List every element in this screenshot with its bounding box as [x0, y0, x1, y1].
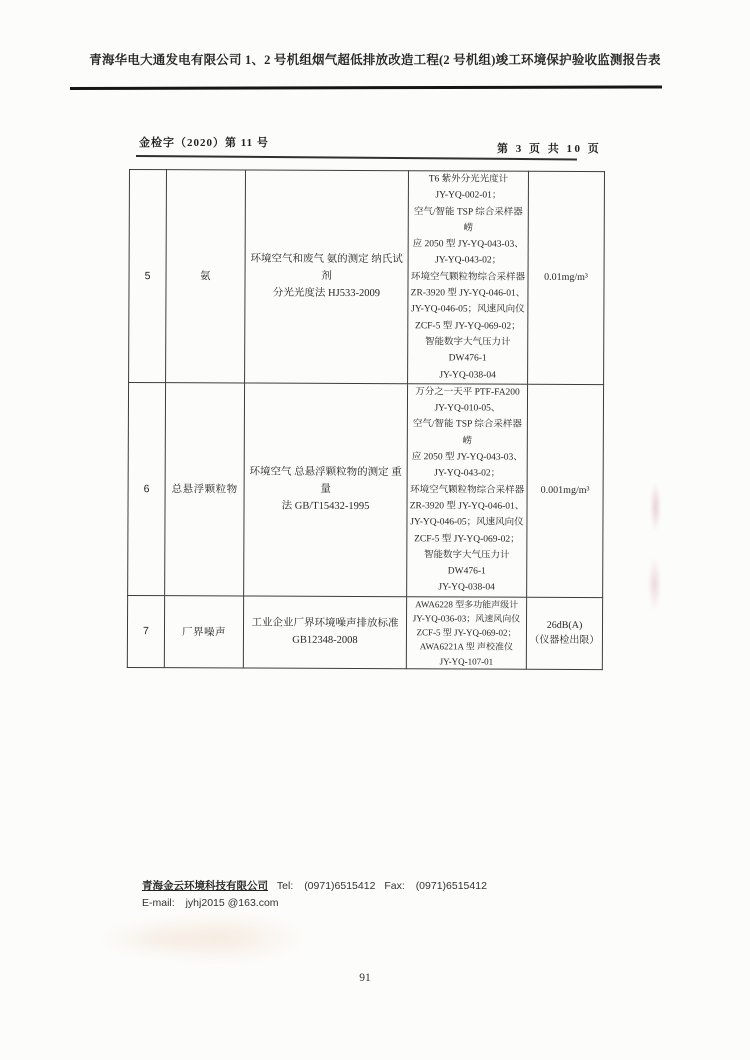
method-standard-cell: 环境空气 总悬浮颗粒物的测定 重量 法 GB/T15432-1995 — [244, 383, 408, 597]
equipment-cell: 万分之一天平 PTF-FA200 JY-YQ-010-05、 空气/智能 TSP 综合采样器崂 应 2050 型 JY-YQ-043-03、 JY-YQ-043-02； 环境空气颗粒物综合采样器 ZR-3920 型 JY-YQ-046-01、 JY-YQ-046-05；风速风向仪 ZCF-5 型 JY-YQ-069-02； 智能数字大气压力计 DW476-1 JY-YQ-038-04 — [407, 384, 528, 597]
report-title: 青海华电大通发电有限公司 1、2 号机组烟气超低排放改造工程(2 号机组)竣工环境保护验收监测报告表 — [89, 53, 661, 67]
header-divider-line — [70, 85, 662, 89]
row-number-cell: 7 — [127, 595, 164, 667]
fax-label: Fax: — [384, 880, 405, 892]
monitoring-table-wrap — [127, 169, 605, 670]
footer-contact-block — [142, 878, 487, 912]
ink-bleed-mark — [650, 483, 661, 531]
document-number: 金检字（2020）第 11 号 — [139, 137, 269, 149]
fax-value: (0971)6515412 — [415, 880, 487, 892]
page-x-of-y: 第 3 页 共 10 页 — [497, 143, 602, 155]
tel-label: Tel: — [276, 880, 294, 892]
page-number: 91 — [359, 972, 371, 984]
row-number-cell: 5 — [129, 170, 167, 383]
email-label: E-mail: — [142, 897, 175, 909]
company-name: 青海金云环境科技有限公司 — [142, 880, 268, 892]
email-value: jyhj2015 @163.com — [185, 897, 279, 909]
equipment-cell: AWA6228 型多功能声级计 JY-YQ-036-03；风速风向仪 ZCF-5 型 JY-YQ-069-02； AWA6221A 型 声校准仪 JY-YQ-107-01 — [406, 596, 526, 669]
table-row — [129, 170, 605, 385]
item-name-cell: 总悬浮颗粒物 — [165, 383, 245, 596]
method-standard-cell: 工业企业厂界环境噪声排放标准 GB12348-2008 — [243, 596, 406, 669]
table-body — [127, 170, 604, 670]
table-row — [128, 382, 604, 597]
tel-value: (0971)6515412 — [304, 880, 376, 892]
detection-limit-cell: 26dB(A) （仪器检出限） — [526, 597, 602, 669]
row-number-cell: 6 — [128, 382, 166, 595]
stamp-bleed-mark — [95, 920, 205, 958]
detection-limit-cell: 0.01mg/m³ — [528, 171, 605, 384]
footer-line-1 — [142, 878, 487, 895]
item-name-cell: 氨 — [166, 170, 246, 383]
item-name-cell: 厂界噪声 — [164, 595, 243, 667]
stamp-bleed-mark — [130, 912, 305, 964]
ink-bleed-mark — [648, 558, 661, 610]
detection-limit-cell: 0.001mg/m³ — [527, 384, 604, 597]
equipment-cell: T6 紫外分光光度计 JY-YQ-002-01； 空气/智能 TSP 综合采样器崂 应 2050 型 JY-YQ-043-03、 JY-YQ-043-02； 环境空气颗粒物综合采样器 ZR-3920 型 JY-YQ-046-01、 JY-YQ-046-05；风速风向仪 ZCF-5 型 JY-YQ-069-02； 智能数字大气压力计 DW476-1 JY-YQ-038-04 — [408, 171, 529, 384]
footer-line-2 — [142, 895, 487, 912]
method-standard-cell: 环境空气和废气 氨的测定 纳氏试剂 分光光度法 HJ533-2009 — [245, 170, 409, 384]
table-row — [127, 595, 602, 669]
monitoring-items-table — [127, 169, 605, 670]
